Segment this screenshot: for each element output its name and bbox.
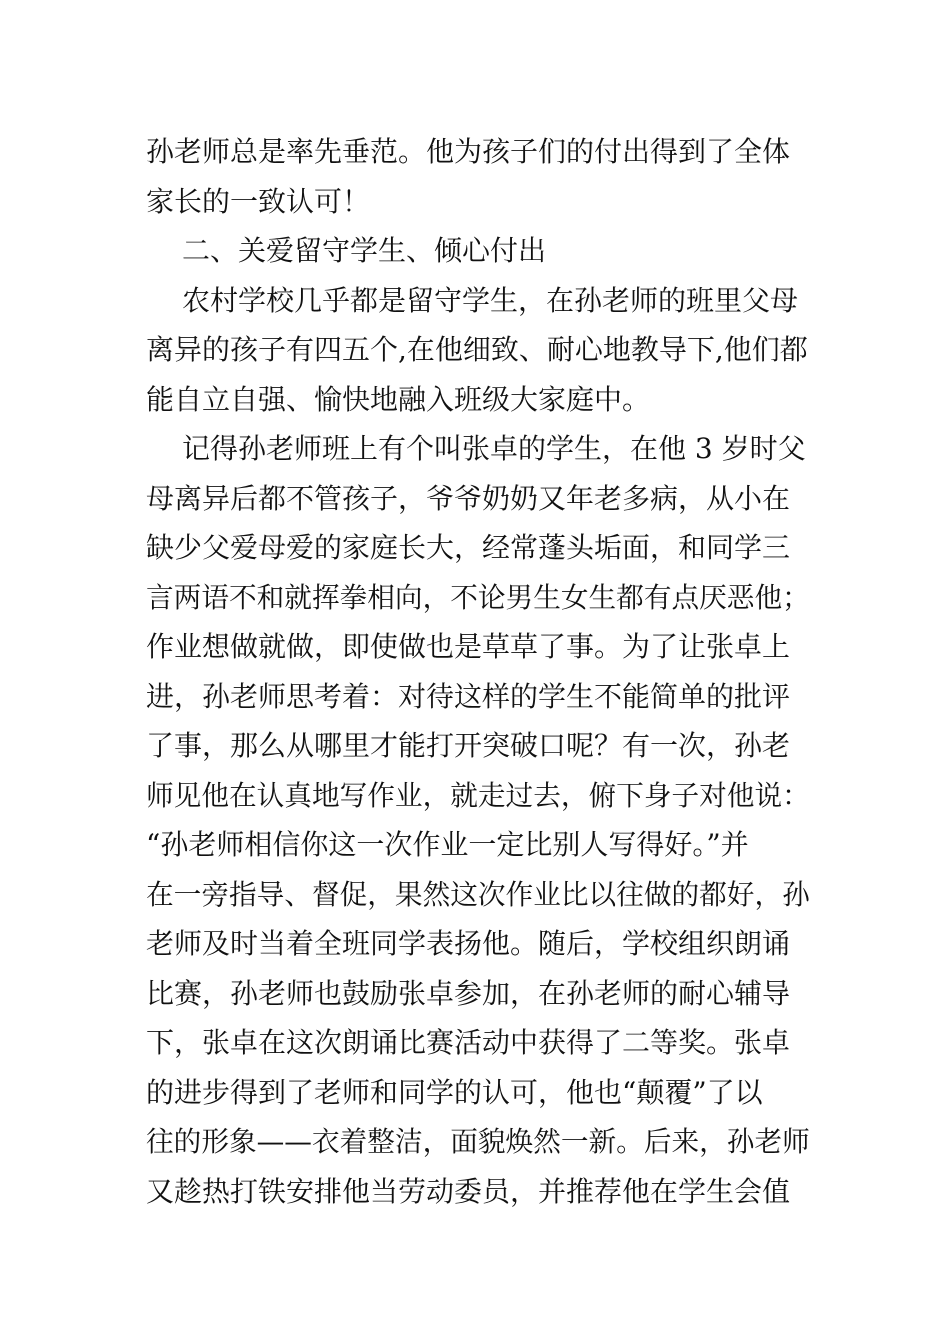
text-line: 孙老师总是率先垂范。他为孩子们的付出得到了全体: [146, 135, 791, 168]
text-line: 离异的孩子有四五个,在他细致、耐心地教导下,他们都: [146, 333, 808, 366]
text-line: 记得孙老师班上有个叫张卓的学生，在他 3 岁时父: [182, 432, 806, 465]
section-heading: 二、关爱留守学生、倾心付出: [182, 234, 547, 267]
text-line: “孙老师相信你这一次作业一定比别人写得好。”并: [146, 828, 749, 861]
text-line: 言两语不和就挥拳相向，不论男生女生都有点厌恶他；: [146, 580, 810, 614]
text-line: 能自立自强、愉快地融入班级大家庭中。: [146, 382, 651, 416]
text-line: 了事，那么从哪里才能打开突破口呢？有一次，孙老: [146, 729, 791, 762]
text-line: 进，孙老师思考着：对待这样的学生不能简单的批评: [146, 679, 791, 713]
text-line: 农村学校几乎都是留守学生，在孙老师的班里父母: [182, 283, 799, 317]
text-line: 下，张卓在这次朗诵比赛活动中获得了二等奖。张卓: [146, 1026, 791, 1059]
text-line: 比赛，孙老师也鼓励张卓参加，在孙老师的耐心辅导: [146, 976, 791, 1010]
text-line: 在一旁指导、督促，果然这次作业比以往做的都好，孙: [146, 877, 810, 911]
text-line: 又趁热打铁安排他当劳动委员，并推荐他在学生会值: [146, 1174, 791, 1208]
text-line: 师见他在认真地写作业，就走过去，俯下身子对他说：: [146, 778, 810, 812]
text-line: 母离异后都不管孩子，爷爷奶奶又年老多病，从小在: [146, 481, 791, 515]
text-line: 的进步得到了老师和同学的认可，他也“颠覆”了以: [146, 1075, 763, 1109]
text-line: 缺少父爱母爱的家庭长大，经常蓬头垢面，和同学三: [146, 531, 791, 564]
text-line: 家长的一致认可！: [146, 184, 371, 218]
document-body-text: [146, 127, 810, 1216]
text-line: 往的形象——衣着整洁，面貌焕然一新。后来，孙老师: [146, 1125, 810, 1158]
text-line: 作业想做就做，即使做也是草草了事。为了让张卓上: [146, 630, 791, 663]
text-line: 老师及时当着全班同学表扬他。随后，学校组织朗诵: [146, 927, 791, 960]
